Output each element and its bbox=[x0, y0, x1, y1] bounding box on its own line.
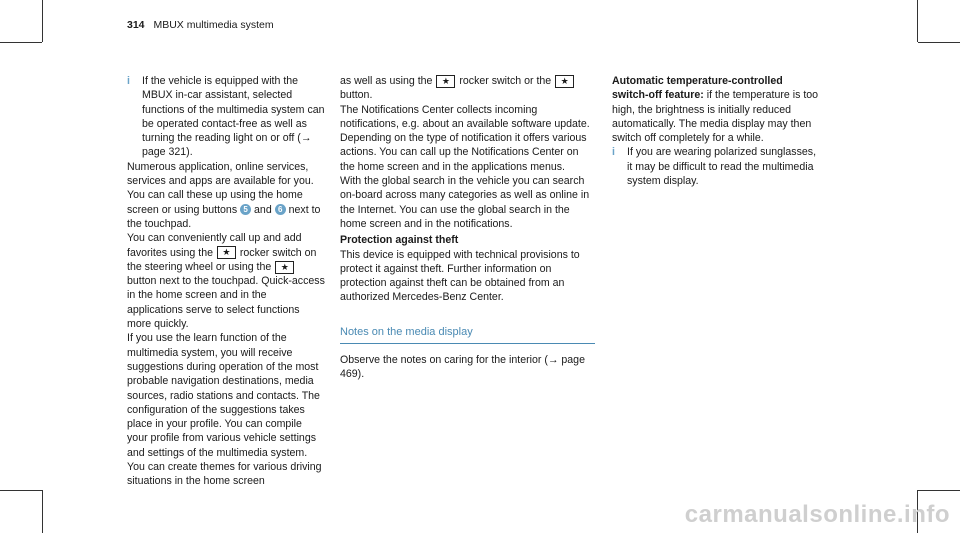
button-6-marker: 6 bbox=[275, 204, 286, 215]
column-2 bbox=[340, 74, 595, 382]
crop-mark bbox=[0, 42, 42, 43]
column-1 bbox=[127, 74, 325, 489]
paragraph: With the global search in the vehicle you can search on-board across many categories as well as online in the Internet. You can use the global search in the home screen and in the notifications. bbox=[340, 175, 590, 230]
subheading: Protection against theft bbox=[340, 234, 459, 247]
paragraph: This device is equipped with technical provisions to protect it against theft. Further information on protection against theft can be obtained from an authorized Mercedes-Benz Center. bbox=[340, 248, 580, 304]
paragraph: If you use the learn function of the multimedia system, you will receive suggestions during operation of the most probable navigation destinations, media sources, radio stations and contacts. The configuration of the suggestions takes place in your profile. You can compile your profile from various vehicle settings and settings of the multimedia system. You can create themes for various driving situations in the home screen bbox=[127, 332, 322, 488]
crop-mark bbox=[918, 42, 960, 43]
crop-mark bbox=[0, 490, 42, 491]
favorite-star-icon: ★ bbox=[275, 261, 294, 274]
paragraph: as well as using the ★ rocker switch or the ★ button. bbox=[340, 74, 595, 103]
page-header-title: MBUX multimedia system bbox=[153, 19, 274, 31]
paragraph: Automatic temperature-controlled switch-off feature: if the temperature is too high, the brightness is initially reduced automatically. The media display may then switch off completely for a while. bbox=[612, 75, 819, 145]
paragraph: Observe the notes on caring for the interior (→ page 469). bbox=[340, 354, 585, 381]
paragraph: The Notifications Center collects incoming notifications, e.g. about an available software update. Depending on the type of notification it offers various actions. You can call up the Notifications Center on the home screen and in the applications menus. bbox=[340, 103, 590, 173]
crop-mark bbox=[42, 490, 43, 533]
info-icon: i bbox=[127, 75, 130, 87]
favorite-star-icon: ★ bbox=[217, 246, 236, 259]
paragraph: You can conveniently call up and add favorites using the ★ rocker switch on the steering wheel or using the ★ button next to the touchpad. Quick-access in the home screen and in the applications serve to select functions more quickly. bbox=[127, 232, 325, 331]
crop-mark bbox=[42, 0, 43, 42]
section-title: Notes on the media display bbox=[340, 325, 595, 344]
page-header bbox=[127, 19, 274, 31]
column-3 bbox=[612, 74, 822, 188]
button-5-marker: 5 bbox=[240, 204, 251, 215]
info-note: i If you are wearing polarized sunglasses, it may be difficult to read the multimedia system display. bbox=[612, 146, 817, 188]
favorite-star-icon: ★ bbox=[555, 75, 574, 88]
info-icon: i bbox=[612, 146, 615, 159]
favorite-star-icon: ★ bbox=[436, 75, 455, 88]
crop-mark bbox=[918, 490, 960, 491]
watermark: carmanualsonline.info bbox=[684, 501, 950, 528]
paragraph: Numerous application, online services, services and apps are available for you. You can call these up using the home screen or using buttons 5 and 6 next to the touchpad. bbox=[127, 160, 321, 230]
info-note: i If the vehicle is equipped with the MBUX in-car assistant, selected functions of the multimedia system can be operated contact-free as well as turning the reading light on or off (→ page 321). bbox=[127, 75, 325, 159]
crop-mark bbox=[917, 0, 918, 42]
page-number: 314 bbox=[127, 19, 145, 31]
